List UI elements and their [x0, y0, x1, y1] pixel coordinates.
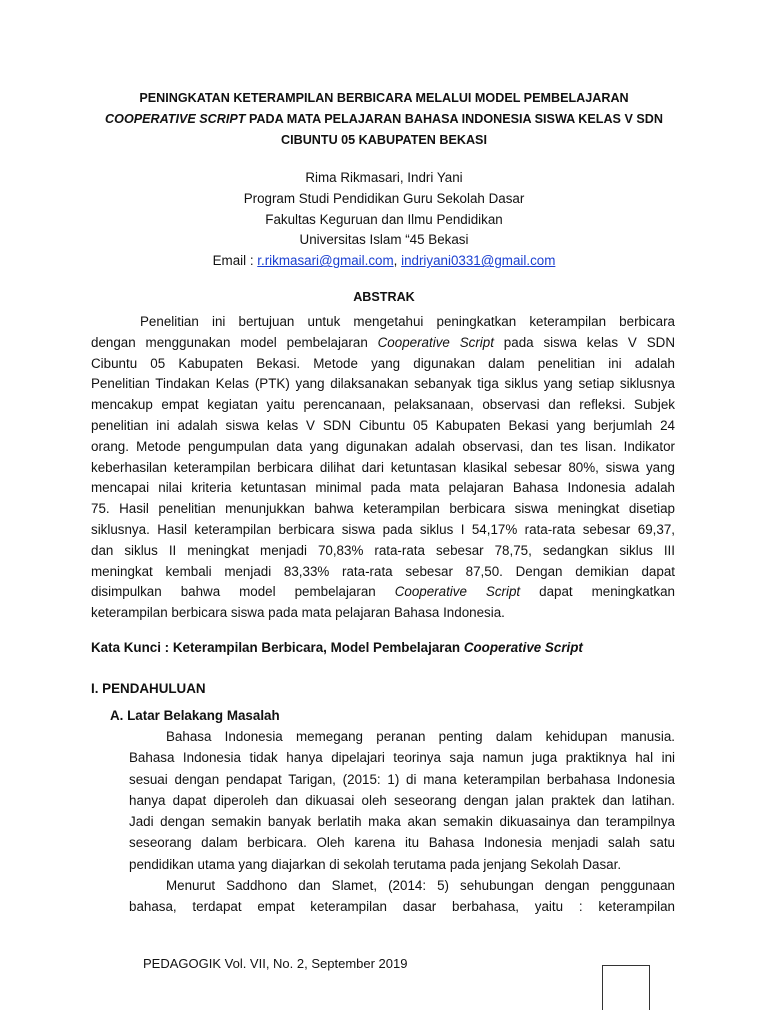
abstract-text: mencakup empat kegiatan yaitu perencanaan, pelaksanaan, observasi dan refleksi. Subjek: [91, 397, 675, 413]
subsection-heading-latar-belakang: A. Latar Belakang Masalah: [110, 708, 280, 723]
body-line: hanya dapat diperoleh dan dikuasai oleh seseorang dengan jalan praktek dan latihan.: [129, 792, 675, 808]
abstract-line: [91, 458, 675, 479]
abstract-text: dengan menggunakan model pembelajaran: [91, 334, 378, 350]
abstract-line: [91, 499, 675, 520]
abstract-line: [91, 437, 675, 458]
abstract-text: keterampilan berbicara siswa pada mata pelajaran Bahasa Indonesia.: [91, 605, 505, 621]
author-block: [90, 168, 678, 272]
email-link-1[interactable]: r.rikmasari@gmail.com: [257, 253, 394, 269]
footer-page-box: [602, 965, 650, 1010]
author-faculty: Fakultas Keguruan dan Ilmu Pendidikan: [265, 211, 503, 227]
abstract-text: pada siswa kelas V SDN: [493, 334, 675, 350]
abstract-text: keberhasilan keterampilan berbicara dilihat dari ketuntasan klasikal sebesar 80%, siswa yang: [91, 459, 675, 475]
abstract-line: [91, 354, 675, 375]
abstract-text: Cibuntu 05 Kabupaten Bekasi. Metode yang digunakan dalam penelitian ini adalah: [91, 355, 675, 371]
body-line: seseorang dalam berbicara. Oleh karena itu Bahasa Indonesia menjadi salah satu: [129, 835, 675, 851]
title-line-2-rest: PADA MATA PELAJARAN BAHASA INDONESIA SISWA KELAS V SDN: [245, 112, 663, 126]
abstract-text: dapat meningkatkan: [520, 584, 675, 600]
title-italic-term: COOPERATIVE SCRIPT: [105, 112, 246, 126]
email-link-2[interactable]: indriyani0331@gmail.com: [401, 253, 556, 269]
abstract-line: [91, 333, 675, 354]
abstract-line: [91, 520, 675, 541]
abstract-line: [91, 582, 675, 603]
abstract-line: [91, 603, 675, 624]
body-line: Jadi dengan semakin banyak berlatih maka akan semakin dikuasainya dan terampilnya: [129, 814, 675, 830]
abstract-text: penelitian ini adalah siswa kelas V SDN Cibuntu 05 Kabupaten Bekasi yang berjumlah 24: [91, 417, 675, 433]
abstract-text: mencapai nilai kriteria ketuntasan minimal pada mata pelajaran Bahasa Indonesia adalah: [91, 480, 675, 496]
author-names: Rima Rikmasari, Indri Yani: [305, 170, 463, 185]
abstract-italic-term: Cooperative Script: [377, 334, 494, 350]
abstract-line: [91, 374, 675, 395]
abstract-line: [91, 312, 675, 333]
keywords-italic: Cooperative Script: [463, 640, 583, 655]
section-body-text: [129, 726, 675, 918]
abstract-line: [91, 478, 675, 499]
abstract-line: [91, 395, 675, 416]
abstract-heading: ABSTRAK: [353, 290, 415, 304]
abstract-line: [91, 562, 675, 583]
abstract-text: disimpulkan bahwa model pembelajaran: [91, 584, 395, 600]
body-line: pendidikan utama yang diajarkan di sekolah terutama pada jenjang Sekolah Dasar.: [129, 856, 622, 872]
author-program: Program Studi Pendidikan Guru Sekolah Dasar: [243, 190, 525, 206]
author-emails: [90, 251, 678, 272]
abstract-text: dan siklus II meningkat menjadi 70,83% rata-rata sebesar 78,75, sedangkan siklus III: [91, 542, 675, 558]
abstract-italic-term: Cooperative Script: [394, 584, 521, 600]
keywords-label: Kata Kunci : Keterampilan Berbicara, Model Pembelajaran: [91, 640, 464, 655]
abstract-text: Penelitian Tindakan Kelas (PTK) yang dilaksanakan sebanyak tiga siklus yang setiap siklusnya: [91, 376, 675, 392]
body-line: Menurut Saddhono dan Slamet, (2014: 5) sehubungan dengan penggunaan: [166, 878, 675, 894]
abstract-body: [91, 312, 675, 624]
body-line: Bahasa Indonesia tidak hanya dipelajari teorinya saja namun juga praktiknya hal ini: [129, 750, 675, 766]
email-separator: ,: [393, 253, 402, 269]
body-line: Bahasa Indonesia memegang peranan penting dalam kehidupan manusia.: [166, 729, 675, 744]
paper-title: [90, 88, 678, 151]
abstract-text: Penelitian ini bertujuan untuk mengetahui peningkatkan keterampilan berbicara: [140, 314, 675, 329]
author-university: Universitas Islam “45 Bekasi: [299, 232, 469, 248]
section-heading-pendahuluan: I. PENDAHULUAN: [91, 681, 206, 696]
email-label: Email :: [212, 253, 258, 269]
footer-journal-info: PEDAGOGIK Vol. VII, No. 2, September 2019: [143, 956, 408, 971]
keywords: [91, 640, 583, 655]
title-line-2: [90, 109, 678, 130]
body-line: bahasa, terdapat empat keterampilan dasar berbahasa, yaitu : keterampilan: [129, 899, 675, 915]
title-line-1: PENINGKATAN KETERAMPILAN BERBICARA MELALUI MODEL PEMBELAJARAN: [139, 91, 629, 105]
abstract-line: [91, 416, 675, 437]
abstract-line: [91, 541, 675, 562]
title-line-3: CIBUNTU 05 KABUPATEN BEKASI: [281, 133, 487, 147]
abstract-text: siklusnya. Hasil keterampilan berbicara siswa pada siklus I 54,17% rata-rata sebesar 69,37,: [91, 521, 675, 537]
body-line: sesuai dengan pendapat Tarigan, (2015: 1) di mana keterampilan berbahasa Indonesia: [129, 771, 675, 787]
abstract-text: meningkat kembali menjadi 83,33% rata-rata sebesar 87,50. Dengan demikian dapat: [91, 563, 675, 579]
abstract-text: 75. Hasil penelitian menunjukkan bahwa keterampilan berbicara siswa meningkat disetiap: [91, 501, 675, 517]
abstract-text: orang. Metode pengumpulan data yang digunakan adalah observasi, dan tes lisan. Indikator: [91, 438, 675, 454]
